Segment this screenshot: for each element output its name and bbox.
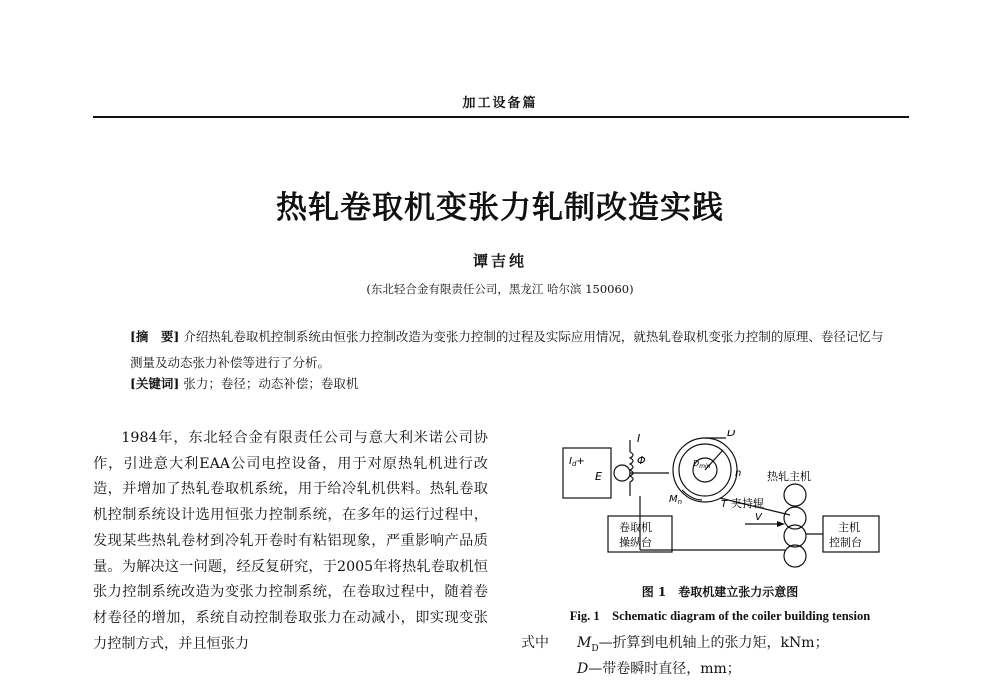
abstract-label: [摘 要] (130, 329, 180, 344)
fig-label-n: n (735, 468, 742, 479)
keywords (130, 374, 890, 392)
body-paragraph: 1984年，东北轻合金有限责任公司与意大利米诺公司协作，引进意大利EAA公司电控设备，用于对原热轧机进行改造，并增加了热轧卷取机系统，用于给冷轧机供料。热轧卷取机控制系统设计选用恒张力控制系统，在多年的运行过程中，发现某些热轧卷材到冷轧开卷时有粘铝现象，严重影响产品质量。为解决这一问题，经反复研究，于2005年将热轧卷取机恒张力控制系统改造为变张力控制系统，在卷取过程中，随着卷材卷径的增加，系统自动控制卷取张力在动减小，即实现变张力控制方式，并且恒张力 (93, 430, 488, 652)
equation-legend-line-1 (521, 632, 829, 654)
pinch-roll-top (784, 507, 806, 529)
figure-caption-cn: 图 1 卷取机建立张力示意图 (641, 585, 799, 599)
symbol-D-desc: —带卷瞬时直径，mm； (588, 661, 741, 677)
symbol-MD: M (577, 635, 592, 651)
keywords-label: [关键词] (130, 376, 180, 391)
abstract (130, 324, 890, 376)
fig-label-coiler-console-1: 卷取机 (619, 521, 652, 534)
pinch-roll-bottom (784, 525, 806, 547)
equation-legend-lead: 式中 (521, 635, 549, 651)
fig-label-phi: Φ (637, 454, 646, 467)
fig-label-E: E (595, 470, 602, 483)
fig-label-V: V (755, 512, 762, 523)
figure-caption-en: Fig. 1 Schematic diagram of the coiler building tension (569, 609, 871, 623)
symbol-MD-desc: —折算到电机轴上的张力矩，kNm； (598, 635, 829, 651)
paper-title: 热轧卷取机变张力轧制改造实践 (276, 190, 724, 226)
body-column-left (93, 426, 488, 657)
fig-label-hot-mill: 热轧主机 (767, 470, 811, 483)
section-header: 加工设备篇 (462, 96, 538, 111)
abstract-text: 介绍热轧卷取机控制系统由恒张力控制改造为变张力控制的过程及实际应用情况，就热轧卷取机变张力控制的原理、卷径记忆与测量及动态张力补偿等进行了分析。 (130, 329, 884, 370)
speed-arrowhead-icon (777, 521, 785, 527)
fig-label-Dmin: $D_{min}$ (693, 459, 711, 470)
hot-mill-roll-bottom (784, 545, 806, 567)
figure-1 (545, 430, 885, 590)
coiler-tension-diagram (545, 430, 885, 590)
hot-mill-roll-top (784, 484, 806, 506)
fig-label-T: T (721, 499, 728, 510)
fig-label-main-console-2: 控制台 (829, 536, 862, 549)
fig-label-I: I (637, 432, 641, 445)
fig-label-Mn: $M_n$ (669, 494, 683, 506)
symbol-D: D (577, 661, 589, 677)
fig-label-D: D (727, 430, 736, 439)
paper-author: 谭吉纯 (472, 252, 527, 270)
header-rule (93, 116, 909, 118)
fig-label-coiler-console-2: 操纵台 (619, 536, 652, 549)
fig-label-main-console-1: 主机 (838, 521, 860, 534)
symbol-MD-sub: D (591, 643, 599, 654)
fig-label-pinch-roll: 夹持辊 (731, 497, 764, 510)
motor-armature-icon (614, 465, 630, 481)
paper-affiliation: (东北轻合金有限责任公司，黑龙江 哈尔滨 150060) (366, 282, 634, 296)
fig-label-Id: $I_d+$ (569, 456, 585, 468)
keywords-text: 张力；卷径；动态补偿；卷取机 (183, 376, 359, 391)
equation-legend-line-2 (577, 658, 741, 678)
field-winding-icon (630, 452, 633, 482)
